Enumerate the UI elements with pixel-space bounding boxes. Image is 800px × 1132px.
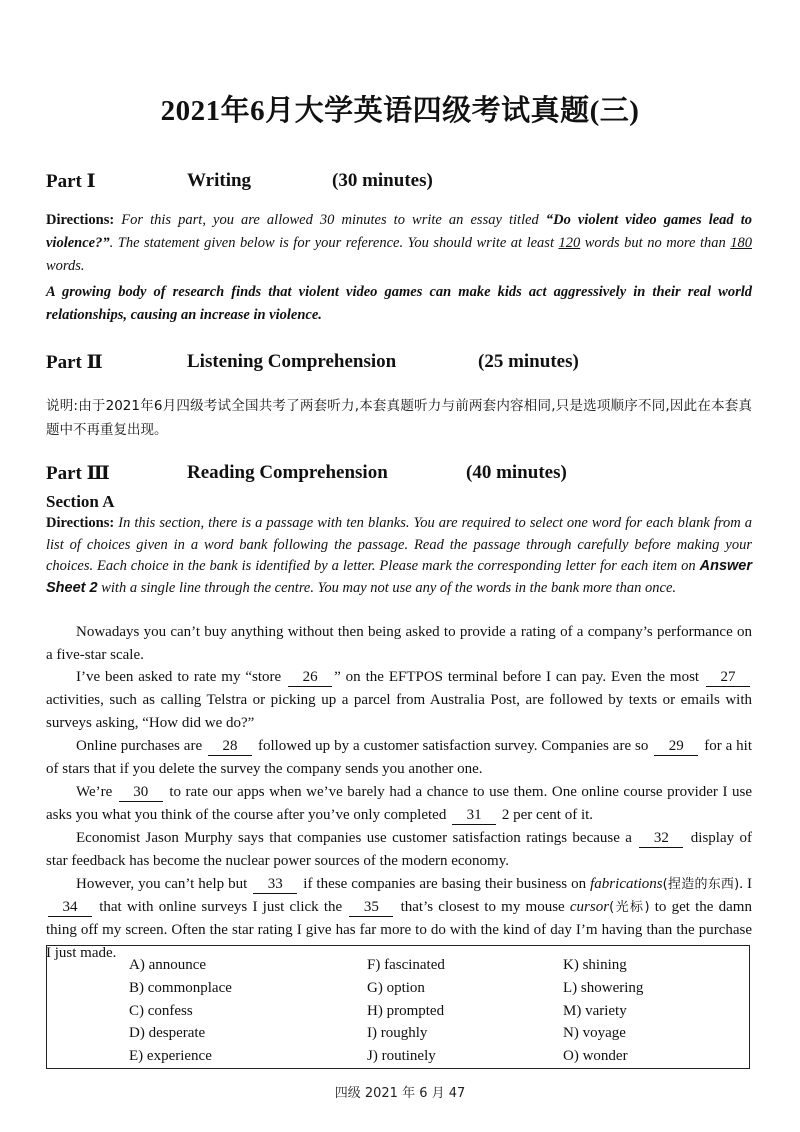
blank-26: 26: [288, 669, 332, 687]
passage-paragraph-1: Nowadays you can’t buy anything without then being asked to provide a rating of a company’s performance on a five-star scale.: [46, 624, 752, 663]
part1-label: Part Ⅰ: [46, 171, 96, 192]
word-bank-item: B) commonplace: [129, 979, 232, 996]
word-bank-item: M) variety: [563, 1002, 627, 1019]
part3-time: (40 minutes): [466, 462, 567, 483]
part3-directions: Directions: In this section, there is a passage with ten blanks. You are required to select one word for each blank from a list of choices given in a word bank following the passage. Read the passage through carefully before making your choices. Each choice in the bank is identified by a letter. Please mark the corresponding letter for each item on Answer Sheet 2 with a single line through the centre. You may not use any of the words in the bank more than once.: [46, 515, 752, 596]
passage-paragraph-2: I’ve been asked to rate my “store 26 ” on the EFTPOS terminal before I can pay. Even the most 27 activities, such as calling Telstra or picking up a parcel from Australia Post, are followed by texts or emails with surveys asking, “How did we do?”: [46, 669, 752, 731]
blank-31: 31: [452, 807, 496, 825]
passage-paragraph-6: However, you can’t help but 33 if these companies are basing their business on fabrications(捏造的东西). I 34 that with online surveys I just click the 35 that’s closest to my mouse cursor(光标) to get the damn thing off my screen. Often the star rating I give has far more to do with the kind of day I’m having than the purchase I just made.: [46, 876, 752, 961]
word-bank-item: H) prompted: [367, 1002, 445, 1019]
part2-name: Listening Comprehension: [187, 351, 397, 372]
word-bank-item: A) announce: [129, 957, 207, 973]
directions-label: Directions:: [46, 212, 115, 228]
blank-34: 34: [48, 899, 92, 917]
blank-33: 33: [253, 876, 297, 894]
part3-label: Part Ⅲ: [46, 463, 110, 484]
word-bank-item: O) wonder: [563, 1048, 628, 1065]
blank-27: 27: [706, 669, 750, 687]
part3-name: Reading Comprehension: [187, 462, 388, 483]
page-footer: 四级 2021 年 6 月 47: [334, 1086, 466, 1101]
part2-label: Part Ⅱ: [46, 352, 103, 373]
essay-title: “Do violent video games lead to violence?”: [46, 212, 753, 251]
word-bank-box: [46, 945, 750, 1069]
max-words: 180: [730, 235, 752, 251]
word-bank-item: J) routinely: [367, 1048, 436, 1065]
gloss-cursor: (光标): [609, 900, 650, 915]
gloss-fabrications: (捏造的东西): [662, 877, 740, 892]
listening-note: 说明:由于2021年6月四级考试全国共考了两套听力,本套真题听力与前两套内容相同,只是选项顺序不同,因此在本套真题中不再重复出现。: [46, 398, 752, 438]
word-bank-item: G) option: [367, 979, 425, 996]
section-a-title: Section A: [46, 492, 115, 511]
blank-30: 30: [119, 784, 163, 802]
blank-35: 35: [349, 899, 393, 917]
blank-32: 32: [639, 830, 683, 848]
blank-29: 29: [654, 738, 698, 756]
term-cursor: cursor: [569, 899, 610, 915]
word-bank-item: N) voyage: [563, 1025, 626, 1042]
word-bank-column-2: [367, 954, 445, 1068]
passage-paragraph-5: Economist Jason Murphy says that companies use customer satisfaction ratings because a 32 display of star feedback has become the nuclear power sources of the modern economy.: [46, 830, 753, 869]
word-bank-item: F) fascinated: [367, 957, 445, 973]
min-words: 120: [558, 235, 581, 251]
word-bank-item: E) experience: [129, 1048, 212, 1065]
word-bank-column-1: [129, 954, 232, 1068]
answer-sheet-ref: Answer Sheet 2: [46, 558, 752, 596]
essay-statement: A growing body of research finds that violent video games can make kids act aggressively in their real world relationships, causing an increase in violence.: [46, 284, 752, 323]
part1-time: (30 minutes): [332, 170, 433, 191]
word-bank-column-3: [563, 954, 643, 1068]
word-bank-item: L) showering: [563, 979, 644, 996]
page-title: 2021年6月大学英语四级考试真题(三): [160, 95, 640, 127]
word-bank-item: C) confess: [129, 1002, 193, 1019]
word-bank-item: K) shining: [563, 957, 627, 973]
part2-time: (25 minutes): [478, 351, 579, 372]
passage-paragraph-4: We’re 30 to rate our apps when we’ve barely had a chance to use them. One online course provider I use asks you what you think of the course after you’ve only completed 31 2 per cent of it.: [46, 784, 752, 823]
blank-28: 28: [208, 738, 252, 756]
term-fabrications: fabrications: [590, 876, 663, 892]
part1-name: Writing: [187, 170, 252, 191]
part1-directions: Directions: For this part, you are allowed 30 minutes to write an essay titled “Do violent video games lead to violence?”. The statement given below is for your reference. You should write at least 120 words but no more than 180 words.: [46, 212, 753, 274]
directions-label: Directions:: [46, 515, 115, 531]
word-bank-item: D) desperate: [129, 1025, 206, 1042]
passage-paragraph-3: Online purchases are 28 followed up by a customer satisfaction survey. Companies are so 29 for a hit of stars that if you delete the survey the company sends you another one.: [46, 738, 753, 777]
word-bank-item: I) roughly: [367, 1025, 428, 1042]
